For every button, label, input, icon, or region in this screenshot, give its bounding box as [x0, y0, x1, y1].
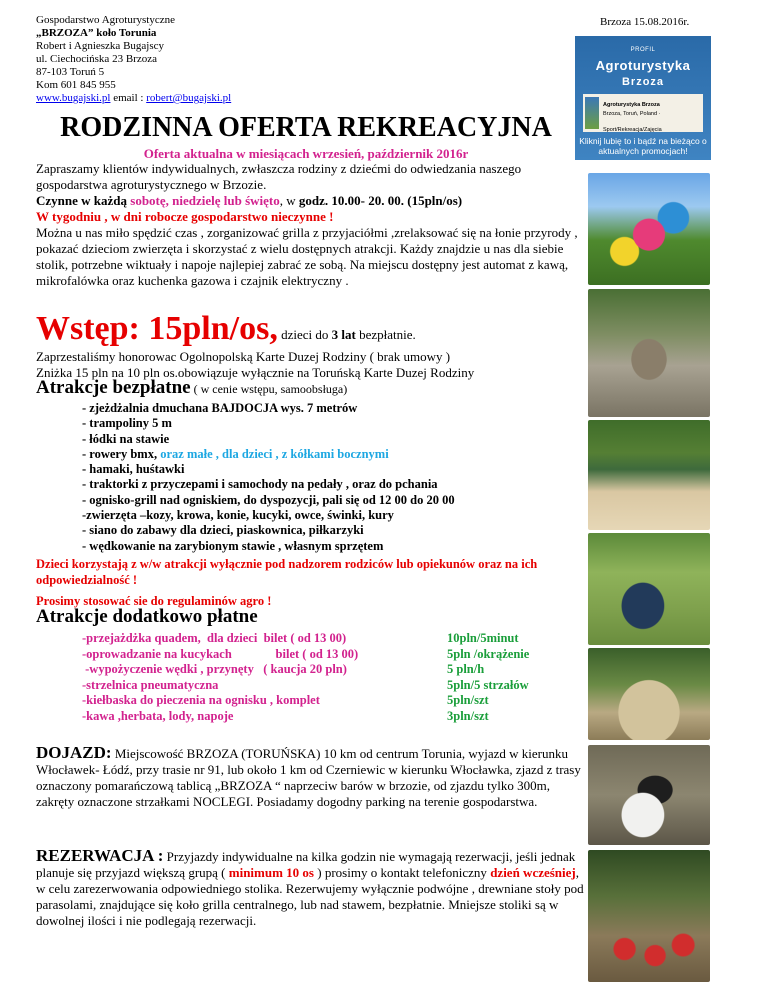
list-item: - ognisko-grill nad ogniskiem, do dyspozycji, pali się od 12 00 do 20 00 [82, 492, 455, 507]
brand-line: „BRZOZA” koło Torunia [36, 27, 157, 39]
opening-hours [36, 193, 591, 209]
opening-days: sobotę, niedzielę lub święto [130, 193, 280, 208]
list-item: -oprowadzanie na kucykach bilet ( od 13 00) [82, 646, 359, 661]
list-item: - siano do zabawy dla dzieci, piaskownica, piłkarzyki [82, 523, 364, 538]
intro-text: Zapraszamy klientów indywidualnych, zwłaszcza rodziny z dziećmi do odwiedzania naszego gospodarstwa agroturystycznego w Brzozie. [36, 161, 522, 192]
web-email-line [36, 92, 326, 105]
list-item: -kiełbaska do pieczenia na ognisku , komplet [82, 693, 320, 707]
list-item: -wypożyczenie wędki , przynęty ( kaucja 20 pln) [82, 662, 347, 676]
list-item: -strzelnica pneumatyczna [82, 677, 219, 692]
paid-prices-list [447, 631, 597, 724]
booking-day-before: dzień wcześniej [490, 865, 576, 880]
facebook-profile-badge[interactable] [575, 36, 711, 160]
weekday-closed-note: W tygodniu , w dni robocze gospodarstwo nieczynne ! [36, 209, 334, 224]
profile-subtitle: Brzoza [621, 76, 665, 88]
list-item: - zjeżdżalnia dmuchana BAJDOCJA wys. 7 metrów [82, 401, 358, 415]
entry-price-line [36, 311, 596, 347]
page-subtitle: Oferta aktualna w miesiącach wrzesień, październik 2016r [143, 146, 469, 161]
list-item: -kawa ,herbata, lody, napoje [82, 708, 234, 723]
email-label: email : [110, 92, 147, 104]
grill-area-photo [588, 289, 710, 417]
booking-heading: REZERWACJA : [36, 846, 164, 865]
free-heading-note: ( w cenie wstępu, samoobsługa) [190, 382, 348, 396]
opening-hours-a: Czynne w każdą [36, 193, 131, 208]
address-block [36, 14, 326, 105]
bike-note: oraz małe , dla dzieci , z kółkami bocznymi [157, 446, 389, 461]
entry-price: Wstęp: 15pln/os, [36, 310, 278, 347]
list-item: -zwierzęta –kozy, krowa, konie, kucyki, owce, świnki, kury [82, 508, 394, 523]
kids-age: 3 lat [331, 327, 356, 342]
booking-text-1: Przyjazdy indywidualne na kilka godzin nie wymagają rezerwacji, jeśli jednak planuje się przyjazd większą grupą ( [36, 849, 576, 880]
opening-time: godz. 10.00- 20. 00. (15pln/os) [298, 193, 463, 208]
family-card-note-1: Zaprzestaliśmy honorowac Ogolnopolską Karte Duzej Rodziny ( brak umowy ) [36, 349, 451, 364]
booking-min-group: minimum 10 os [228, 865, 314, 880]
trampoline-photo [588, 533, 710, 645]
list-item: - trampoliny 5 m [82, 416, 172, 431]
list-item: - łódki na stawie [82, 431, 170, 446]
kids-bikes-photo [588, 850, 710, 982]
bouncy-castle-photo [588, 173, 710, 285]
email-link[interactable]: robert@bugajski.pl [146, 92, 232, 104]
kids-note-a: dzieci do [277, 327, 332, 342]
profile-card-desc: Brzoza, Toruń, Poland · Sport/Rekreacja/Zajęcia [603, 111, 662, 133]
price-item: 5pln/szt [447, 693, 489, 707]
price-item: 3pln/szt [447, 708, 489, 723]
price-item: 5pln /okrążenie [447, 646, 530, 661]
owners-line: Robert i Agnieszka Bugajscy [36, 40, 165, 52]
kids-note-c: bezpłatnie. [355, 327, 416, 342]
paid-attractions-heading: Atrakcje dodatkowo płatne [36, 606, 258, 627]
access-heading: DOJAZD: [36, 743, 112, 762]
list-item [82, 447, 592, 462]
free-attractions-heading [36, 377, 348, 398]
phone-line: Kom 601 845 955 [36, 79, 116, 91]
rules-warning: Prosimy stosować sie do regulaminów agro ! [36, 594, 272, 608]
city-line: 87-103 Toruń 5 [36, 66, 105, 78]
profile-card [583, 94, 703, 132]
intro-body: Można u nas miło spędzić czas , zorganizować grilla z przyjaciółmi ,zrelaksować się na łonie przyrody , pokazać dzieciom zwierzęta i skorzystać z wielu dostępnych atrakcji. Każdy znajdzie u nas dla siebie stolik, potrzebne wiktuały i napoje najlepiej zabrać ze sobą. Na miejscu dostępny jest automat z kawą, mikrofalówka oraz kuchenka gazowa i czajnik elektryczny . [36, 225, 578, 288]
profile-thumbnail [585, 97, 599, 129]
profile-cta: Kliknij lubię to i bądź na bieżąco o aktualnych promocjach! [579, 136, 707, 156]
price-item: 5 pln/h [447, 662, 485, 676]
beach-pond-photo [588, 420, 710, 530]
page-title: RODZINNA OFERTA REKREACYJNA [60, 112, 552, 143]
goats-photo [588, 745, 710, 845]
org-line: Gospodarstwo Agroturystyczne [36, 14, 176, 26]
list-item: -przejażdżka quadem, dla dzieci bilet ( od 13 00) [82, 631, 347, 645]
booking-text-3: ) prosimy o kontakt telefoniczny [314, 865, 491, 880]
supervision-warning: Dzieci korzystają z w/w atrakcji wyłącznie pod nadzorem rodziców lub opiekunów oraz na ich odpowiedzialność ! [36, 557, 538, 587]
price-item: 10pln/5minut [447, 631, 519, 645]
profile-card-name: Agroturystyka Brzoza [603, 102, 660, 108]
free-attractions-list [82, 401, 592, 554]
free-heading-text: Atrakcje bezpłatne [36, 377, 191, 398]
profile-title: Agroturystyka [595, 58, 691, 73]
sandpit-photo [588, 648, 710, 740]
access-section [36, 745, 586, 810]
document-date: Brzoza 15.08.2016r. [600, 16, 690, 28]
booking-text-5: , w celu zarezerwowania odpowiedniego stolika. Rezerwujemy wyłącznie podwójne , drewniane stoły pod parasolami, znajdujące się koło grilla centralnego, lub nad stawem, bezpłatnie. Mniejsze stoliki są w dowolnej ilości i nie podlegają rezerwacji. [36, 865, 584, 928]
opening-hours-c: , w [279, 193, 299, 208]
paid-attractions-list [82, 631, 432, 724]
street-line: ul. Ciechocińska 23 Brzoza [36, 53, 157, 65]
list-item: - hamaki, huśtawki [82, 462, 185, 477]
website-link[interactable]: www.bugajski.pl [36, 92, 111, 104]
list-item: - traktorki z przyczepami i samochody na pedały , oraz do pchania [82, 477, 438, 492]
price-item: 5pln/5 strzałów [447, 677, 529, 692]
profile-small-label: PROFIL [630, 47, 656, 53]
access-text: Miejscowość BRZOZA (TORUŃSKA) 10 km od centrum Torunia, wyjazd w kierunku Włocławek- Łódź, przy trasie nr 91, lub około 1 km od Czerniewic w kierunku Włocławka, zjazd z trasy oznaczony pomarańczową tablicą „BRZOZA “ naprzeciw barów w brzozie, od zjazdu tylko 300m, zakręty oznaczone strzałkami NOCLEGI. Posiadamy dogodny parking na terenie gospodarstwa. [36, 746, 581, 809]
booking-section [36, 848, 586, 929]
bike-item: - rowery bmx, [82, 446, 158, 461]
family-card-note-2: Zniżka 15 pln na 10 pln os.obowiązuje wyłącznie na Toruńską Karte Duzej Rodziny [36, 365, 475, 380]
list-item: - wędkowanie na zarybionym stawie , własnym sprzętem [82, 538, 384, 553]
